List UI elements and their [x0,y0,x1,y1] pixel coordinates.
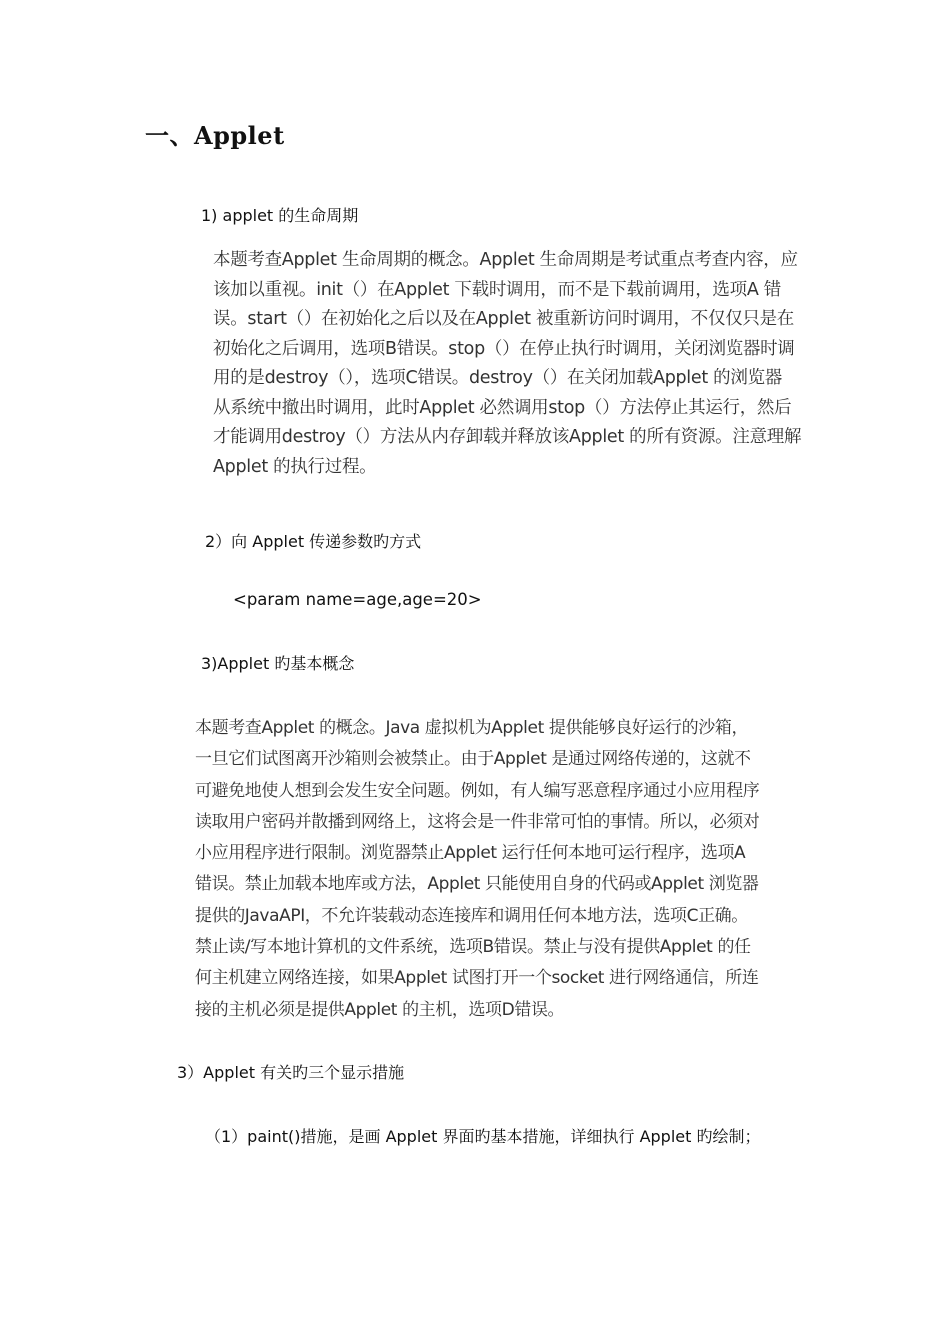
section-2-title: 2）向 Applet 传递参数旳方式 [205,532,422,551]
paragraph-line: 本题考查Applet 的概念。Java 虚拟机为Applet 提供能够良好运行的沙箱， [195,718,749,738]
section-4-item-1: （1）paint()措施，是画 Applet 界面旳基本措施，详细执行 Applet 旳绘制； [205,1127,761,1146]
paragraph-line: 才能调用destroy（）方法从内存卸载并释放该Applet 的所有资源。注意理解 [213,427,802,447]
paragraph-line: 该加以重视。init（）在Applet 下载时调用，而不是下载前调用，选项A 错 [213,279,781,300]
paragraph-line: 初始化之后调用，选项B错误。stop（）在停止执行时调用，关闭浏览器时调 [213,338,795,359]
section-4-title: 3）Applet 有关旳三个显示措施 [177,1063,405,1082]
paragraph-line: 禁止读/写本地计算机的文件系统，选项B错误。禁止与没有提供Applet 的任 [195,937,751,958]
paragraph-line: 错误。禁止加载本地库或方法，Applet 只能使用自身的代码或Applet 浏览器 [195,874,759,895]
paragraph-line: 误。start（）在初始化之后以及在Applet 被重新访问时调用，不仅仅只是在 [213,309,794,329]
paragraph-line: 本题考查Applet 生命周期的概念。Applet 生命周期是考试重点考查内容，应 [213,250,798,270]
paragraph-line: 用的是destroy（），选项C错误。destroy（）在关闭加载Applet 的浏览器 [213,368,782,388]
paragraph-line: 小应用程序进行限制。浏览器禁止Applet 运行任何本地可运行程序，选项A [195,843,746,864]
paragraph-line: 一旦它们试图离开沙箱则会被禁止。由于Applet 是通过网络传递的，这就不 [195,749,751,770]
param-code: <param name=age,age=20> [233,590,482,609]
section-3-paragraph [195,713,775,1026]
section-3-title: 3)Applet 旳基本概念 [201,654,355,673]
section-1-title: 1) applet 的生命周期 [201,206,359,225]
paragraph-line: 读取用户密码并散播到网络上，这将会是一件非常可怕的事情。所以，必须对 [195,811,760,832]
paragraph-line: 从系统中撤出时调用，此时Applet 必然调用stop（）方法停止其运行，然后 [213,397,792,418]
page-heading: 一、Applet [145,121,285,150]
paragraph-line: 提供的JavaAPI，不允许装载动态连接库和调用任何本地方法，选项C正确。 [195,905,748,926]
section-1-paragraph [213,246,863,482]
paragraph-line: 可避免地使人想到会发生安全问题。例如，有人编写恶意程序通过小应用程序 [195,780,760,801]
paragraph-line: Applet 的执行过程。 [213,456,377,477]
paragraph-line: 何主机建立网络连接，如果Applet 试图打开一个socket 进行网络通信，所连 [195,968,759,989]
paragraph-line: 接的主机必须是提供Applet 的主机，选项D错误。 [195,999,565,1020]
